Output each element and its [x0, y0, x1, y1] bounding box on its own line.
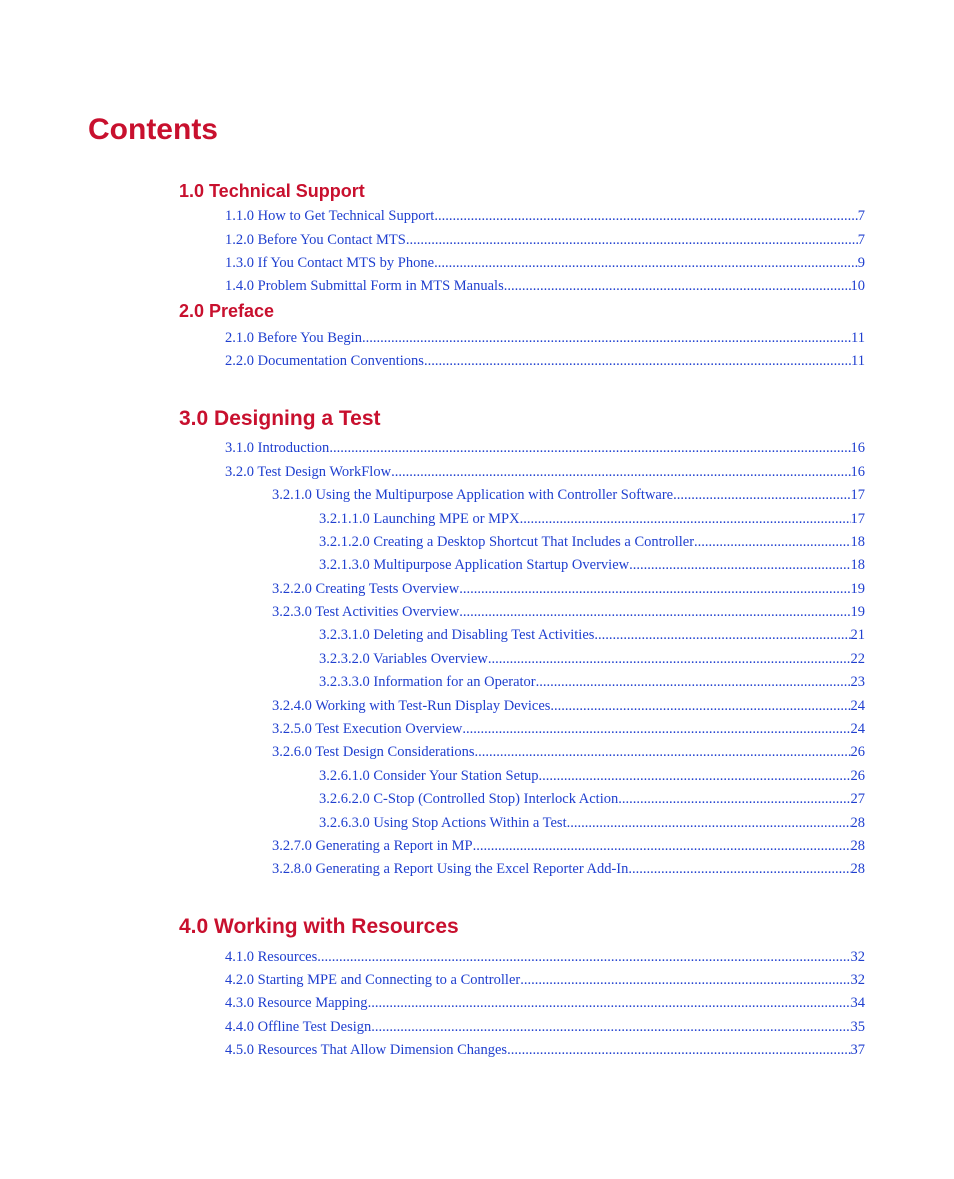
toc-entry[interactable]: 3.2.3.2.0 Variables Overview ..... 22 [319, 649, 865, 669]
toc-entry[interactable]: 3.2.1.0 Using the Multipurpose Application with Controller Software ..... 17 [272, 485, 865, 505]
toc-entry[interactable]: 3.2.2.0 Creating Tests Overview ..... 19 [272, 579, 865, 599]
toc-entry[interactable]: 4.5.0 Resources That Allow Dimension Changes ..... 37 [225, 1040, 865, 1060]
section-heading-technical-support[interactable]: 1.0 Technical Support [179, 181, 365, 201]
section-heading-working-with-resources[interactable]: 4.0 Working with Resources [179, 915, 459, 938]
toc-entry[interactable]: 3.1.0 Introduction ..... 16 [225, 438, 865, 458]
toc-entry[interactable]: 3.2.1.3.0 Multipurpose Application Startup Overview ..... 18 [319, 555, 865, 575]
toc-entry[interactable]: 3.2.3.0 Test Activities Overview ..... 19 [272, 602, 865, 622]
toc-entry[interactable]: 3.2.4.0 Working with Test-Run Display Devices ..... 24 [272, 696, 865, 716]
toc-entry[interactable]: 3.2.6.3.0 Using Stop Actions Within a Test ..... 28 [319, 813, 865, 833]
toc-entry[interactable]: 1.3.0 If You Contact MTS by Phone ..... 9 [225, 253, 865, 273]
toc-entry[interactable]: 4.4.0 Offline Test Design ..... 35 [225, 1017, 865, 1037]
toc-entry[interactable]: 3.2.3.1.0 Deleting and Disabling Test Activities ..... 21 [319, 625, 865, 645]
section-heading-preface[interactable]: 2.0 Preface [179, 301, 275, 321]
toc-entry[interactable]: 3.2.6.1.0 Consider Your Station Setup ..... 26 [319, 766, 865, 786]
toc-entry[interactable]: 3.2.3.3.0 Information for an Operator ..... 23 [319, 672, 865, 692]
toc-entry[interactable]: 2.2.0 Documentation Conventions ..... 11 [225, 351, 865, 371]
toc-entry[interactable]: 2.1.0 Before You Begin ..... 11 [225, 328, 865, 348]
toc-entry[interactable]: 3.2.7.0 Generating a Report in MP ..... 28 [272, 836, 865, 856]
toc-entry[interactable]: 3.2.0 Test Design WorkFlow ..... 16 [225, 462, 865, 482]
toc-entry[interactable]: 1.2.0 Before You Contact MTS ..... 7 [225, 230, 865, 250]
toc-entry[interactable]: 4.2.0 Starting MPE and Connecting to a Controller ..... 32 [225, 970, 865, 990]
toc-entry[interactable]: 3.2.8.0 Generating a Report Using the Excel Reporter Add-In ..... 28 [272, 859, 865, 879]
toc-entry[interactable]: 3.2.1.2.0 Creating a Desktop Shortcut That Includes a Controller ..... 18 [319, 532, 865, 552]
toc-entry[interactable]: 3.2.5.0 Test Execution Overview ..... 24 [272, 719, 865, 739]
toc-entry[interactable]: 3.2.6.0 Test Design Considerations ..... 26 [272, 742, 865, 762]
toc-entry[interactable]: 3.2.6.2.0 C-Stop (Controlled Stop) Interlock Action ..... 27 [319, 789, 865, 809]
toc-entry[interactable]: 4.3.0 Resource Mapping ..... 34 [225, 993, 865, 1013]
toc-entry[interactable]: 1.4.0 Problem Submittal Form in MTS Manuals ..... 10 [225, 276, 865, 296]
toc-entry[interactable]: 1.1.0 How to Get Technical Support ..... 7 [225, 206, 865, 226]
page-title: Contents [88, 113, 218, 146]
section-heading-designing-a-test[interactable]: 3.0 Designing a Test [179, 407, 381, 430]
toc-entry[interactable]: 3.2.1.1.0 Launching MPE or MPX ..... 17 [319, 509, 865, 529]
toc-entry[interactable]: 4.1.0 Resources ..... 32 [225, 947, 865, 967]
